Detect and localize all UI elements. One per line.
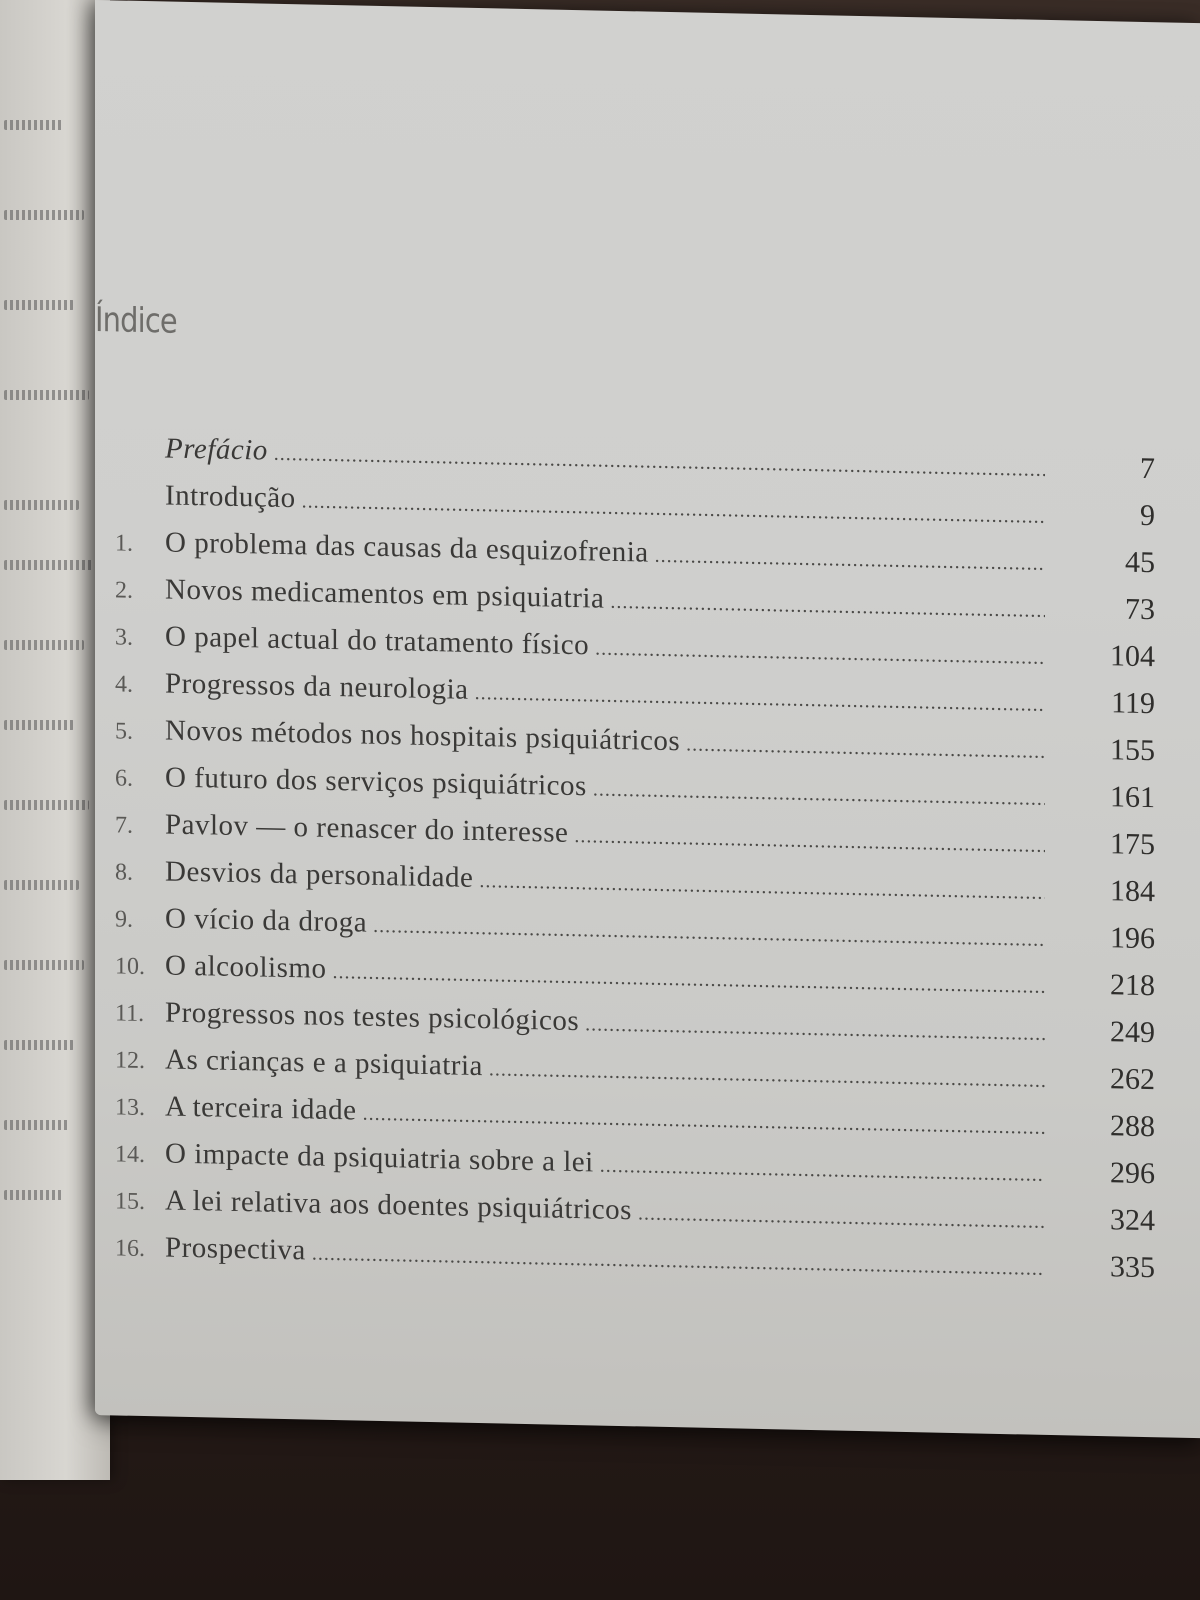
- toc-entry-title: Progressos nos testes psicológicos: [165, 996, 580, 1038]
- toc-entry-page: 155: [1110, 733, 1155, 768]
- toc-entry-title: As crianças e a psiquiatria: [165, 1043, 483, 1083]
- toc-entry-title: Prefácio: [165, 432, 268, 467]
- toc-entry-page: 262: [1110, 1062, 1155, 1097]
- toc-entry-page: 45: [1125, 545, 1155, 580]
- toc-entry-page: 196: [1110, 921, 1155, 956]
- toc-entry-title: Prospectiva: [165, 1231, 306, 1267]
- leader-dots: [686, 733, 1045, 764]
- toc-entry-title: A lei relativa aos doentes psiquiátricos: [165, 1184, 632, 1227]
- toc-entry-number: 13.: [115, 1094, 145, 1122]
- toc-entry-title: Desvios da personalidade: [165, 855, 474, 894]
- leader-dots: [312, 1243, 1045, 1281]
- book-page: [95, 0, 1200, 1438]
- toc-entry-number: [115, 503, 165, 504]
- toc-entry-title: Progressos da neurologia: [165, 667, 469, 706]
- leader-dots: [574, 825, 1045, 858]
- table-of-contents: [115, 430, 1155, 1298]
- toc-entry-number: 12.: [115, 1047, 145, 1075]
- leader-dots: [585, 1013, 1045, 1046]
- toc-entry-number: 5.: [115, 718, 133, 745]
- toc-entry-page: 7: [1140, 451, 1155, 486]
- toc-entry-page: 184: [1110, 874, 1155, 909]
- toc-entry-title: O futuro dos serviços psiquiátricos: [165, 761, 587, 803]
- toc-entry-title: O problema das causas da esquizofrenia: [165, 526, 649, 569]
- toc-entry-title: O vício da droga: [165, 902, 368, 939]
- leader-dots: [274, 443, 1045, 482]
- toc-entry-number: [115, 456, 165, 457]
- toc-entry-page: 335: [1110, 1250, 1155, 1285]
- leader-dots: [363, 1103, 1045, 1140]
- toc-entry-number: 16.: [115, 1235, 145, 1263]
- leader-dots: [475, 682, 1045, 717]
- toc-entry-page: 324: [1110, 1203, 1155, 1238]
- leader-dots: [600, 1155, 1045, 1187]
- leader-dots: [373, 915, 1045, 952]
- toc-entry-page: 9: [1140, 498, 1155, 533]
- toc-entry-title: Introdução: [165, 479, 296, 515]
- toc-entry-page: 249: [1110, 1015, 1155, 1050]
- toc-entry-page: 218: [1110, 968, 1155, 1003]
- toc-entry-title: A terceira idade: [165, 1090, 357, 1127]
- toc-entry-number: 7.: [115, 812, 133, 839]
- toc-entry-number: 8.: [115, 859, 133, 886]
- page-heading: Índice: [95, 300, 177, 342]
- leader-dots: [302, 490, 1045, 529]
- toc-entry-title: O impacte da psiquiatria sobre a lei: [165, 1137, 594, 1179]
- leader-dots: [610, 591, 1045, 623]
- toc-entry-title: O papel actual do tratamento físico: [165, 620, 590, 662]
- toc-entry-page: 288: [1110, 1109, 1155, 1144]
- toc-entry-number: 11.: [115, 1000, 145, 1028]
- leader-dots: [489, 1058, 1045, 1093]
- leader-dots: [595, 637, 1045, 669]
- toc-entry-number: 10.: [115, 953, 145, 981]
- leader-dots: [655, 545, 1045, 576]
- leader-dots: [479, 870, 1045, 905]
- toc-entry-number: 3.: [115, 624, 133, 651]
- toc-entry-page: 73: [1125, 592, 1155, 627]
- toc-entry-number: 14.: [115, 1141, 145, 1169]
- toc-entry-number: 6.: [115, 765, 133, 792]
- leader-dots: [638, 1202, 1045, 1234]
- toc-entry-number: 15.: [115, 1188, 145, 1216]
- toc-entry-title: O alcoolismo: [165, 949, 327, 985]
- leader-dots: [593, 778, 1045, 810]
- toc-entry-title: Novos métodos nos hospitais psiquiátricos: [165, 714, 681, 758]
- toc-entry-page: 104: [1110, 639, 1155, 674]
- toc-entry-title: Pavlov — o renascer do interesse: [165, 808, 569, 849]
- toc-entry-page: 161: [1110, 780, 1155, 815]
- toc-entry-page: 119: [1111, 686, 1155, 721]
- leader-dots: [332, 961, 1045, 999]
- toc-entry-number: 9.: [115, 906, 133, 933]
- toc-entry-page: 296: [1110, 1156, 1155, 1191]
- toc-entry-page: 175: [1110, 827, 1155, 862]
- toc-entry-number: 4.: [115, 671, 133, 698]
- toc-entry-number: 1.: [115, 530, 133, 557]
- toc-entry-number: 2.: [115, 577, 133, 604]
- toc-entry-title: Novos medicamentos em psiquiatria: [165, 573, 605, 615]
- previous-page-edge: [0, 0, 110, 1480]
